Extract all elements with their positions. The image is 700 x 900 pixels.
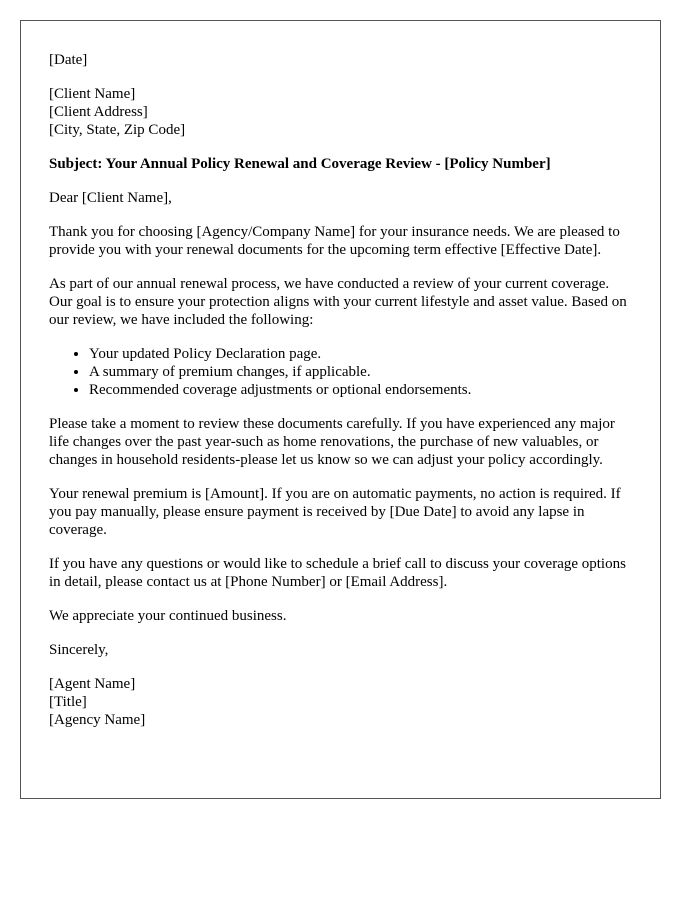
- letter-date: [Date]: [49, 52, 88, 68]
- recipient-city-state-zip: [City, State, Zip Code]: [49, 122, 186, 138]
- included-items-list: [49, 345, 632, 399]
- subject-line: Subject: Your Annual Policy Renewal and Coverage Review - [Policy Number]: [49, 156, 551, 172]
- list-item: • Your updated Policy Declaration page.: [89, 345, 632, 363]
- contact-paragraph: If you have any questions or would like to schedule a brief call to discuss your coverage options in detail, please contact us at [Phone Number] or [Email Address].: [49, 556, 626, 590]
- letter-page: [20, 20, 661, 799]
- recipient-address: [Client Address]: [49, 104, 148, 120]
- premium-paragraph: Your renewal premium is [Amount]. If you are on automatic payments, no action is required. If you pay manually, please ensure payment is received by [Due Date] to avoid any lapse in coverage.: [49, 486, 621, 538]
- appreciation-paragraph: We appreciate your continued business.: [49, 608, 287, 624]
- agent-name: [Agent Name]: [49, 676, 136, 692]
- life-changes-paragraph: Please take a moment to review these documents carefully. If you have experienced any major life changes over the past year-such as home renovations, the purchase of new valuables, or changes in household residents-please let us know so we can adjust your policy accordingly.: [49, 416, 615, 468]
- salutation: Dear [Client Name],: [49, 190, 172, 206]
- closing: Sincerely,: [49, 642, 109, 658]
- list-item: • Recommended coverage adjustments or optional endorsements.: [89, 381, 632, 399]
- signature-block: [49, 675, 632, 729]
- recipient-address-block: [49, 85, 632, 139]
- recipient-name: [Client Name]: [49, 86, 136, 102]
- review-paragraph: As part of our annual renewal process, we have conducted a review of your current coverage. Our goal is to ensure your protection aligns with your current lifestyle and asset value. Based on our review, we have included the following:: [49, 276, 627, 328]
- agent-title: [Title]: [49, 694, 87, 710]
- list-item: • A summary of premium changes, if applicable.: [89, 363, 632, 381]
- agency-name: [Agency Name]: [49, 712, 146, 728]
- intro-paragraph: Thank you for choosing [Agency/Company Name] for your insurance needs. We are pleased to provide you with your renewal documents for the upcoming term effective [Effective Date].: [49, 224, 620, 258]
